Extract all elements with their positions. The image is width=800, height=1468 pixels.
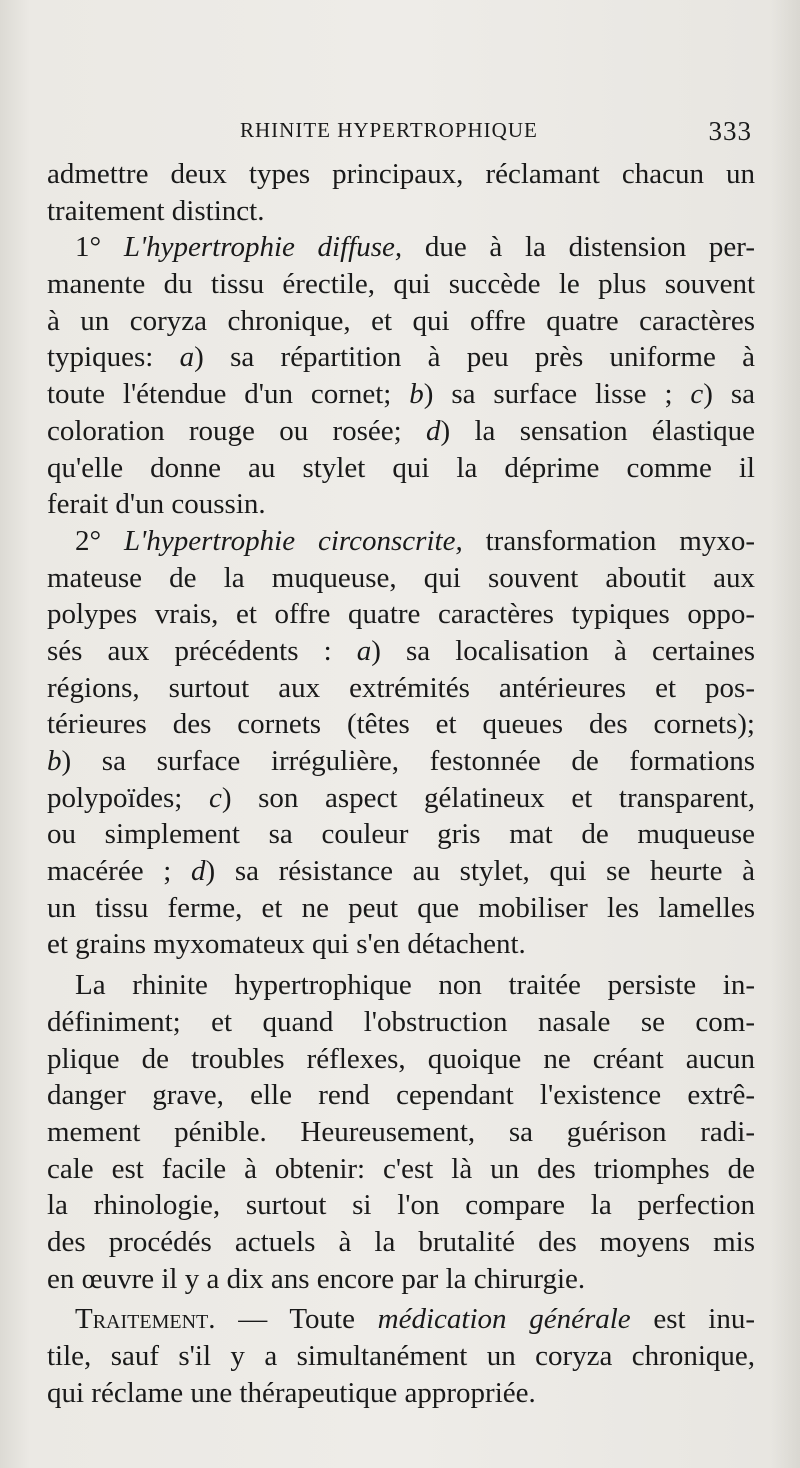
item-letter: a — [179, 341, 195, 374]
text-span: transformation myxo- — [485, 524, 755, 557]
italic-term: L'hypertrophie circonscrite, — [124, 524, 463, 557]
text-line: en œuvre il y a dix ans encore par la chirurgie. — [47, 1262, 586, 1295]
text-span — [426, 415, 755, 447]
text-line — [47, 376, 755, 413]
item-letter: c — [208, 781, 222, 814]
paragraph-heading-line — [47, 229, 755, 266]
text-line — [47, 853, 755, 890]
text-line: danger grave, elle rend cependant l'existence extrê- — [47, 1079, 755, 1112]
text-line — [47, 743, 755, 780]
text-span: due à la distension per- — [424, 231, 756, 264]
text-line: cale est facile à obtenir: c'est là un des triomphes de — [47, 1152, 755, 1185]
text-span: ) sa surface irrégulière, festonnée de formations — [61, 745, 755, 777]
text-span: coloration rouge ou rosée; — [47, 414, 402, 447]
page-body — [47, 156, 755, 1411]
text-line: définiment; et quand l'obstruction nasale se com- — [47, 1005, 755, 1038]
text-span: ) son aspect gélatineux et transparent, — [221, 781, 756, 814]
text-line: qui réclame une thérapeutique appropriée. — [47, 1376, 536, 1409]
text-span — [357, 635, 755, 667]
text-span: typiques: — [47, 341, 154, 374]
text-line — [47, 339, 755, 376]
text-span: ) sa — [703, 378, 756, 411]
running-head: RHINITE HYPERTROPHIQUE — [240, 118, 538, 142]
section-label: Traitement. — [75, 1303, 216, 1336]
text-line: mateuse de la muqueuse, qui souvent aboutit aux — [47, 561, 755, 594]
paragraph-heading-line — [47, 523, 755, 560]
text-span — [409, 378, 672, 410]
text-span: ) sa surface lisse ; — [423, 378, 673, 411]
italic-term: médication générale — [377, 1303, 631, 1336]
text-line: admettre deux types principaux, réclamant chacun un — [47, 158, 755, 190]
text-line: ferait d'un coussin. — [47, 488, 266, 521]
text-span: — Toute — [238, 1303, 355, 1336]
text-span — [180, 341, 755, 373]
text-span: macérée ; — [47, 855, 172, 888]
text-span: toute l'étendue d'un cornet; — [47, 378, 392, 411]
text-line: la rhinologie, surtout si l'on compare la perfection — [47, 1189, 755, 1222]
text-line: ou simplement sa couleur gris mat de muqueuse — [47, 818, 755, 851]
item-number: 2° — [75, 524, 102, 557]
text-span: sés aux précédents : — [47, 634, 332, 667]
item-letter: b — [409, 378, 424, 411]
text-span: ) la sensation élastique — [440, 414, 756, 447]
text-line: traitement distinct. — [47, 194, 265, 227]
text-span — [690, 378, 755, 410]
text-span — [191, 855, 755, 887]
text-line: un tissu ferme, et ne peut que mobiliser les lamelles — [47, 891, 755, 924]
text-line: à un coryza chronique, et qui offre quatre caractères — [47, 304, 755, 337]
text-line: qu'elle donne au stylet qui la déprime comme il — [47, 451, 755, 484]
item-letter: a — [356, 634, 372, 667]
text-line: plique de troubles réflexes, quoique ne créant aucun — [47, 1042, 755, 1075]
paragraph-heading-line — [47, 1301, 755, 1338]
text-line: des procédés actuels à la brutalité des moyens mis — [47, 1225, 755, 1258]
text-line: et grains myxomateux qui s'en détachent. — [47, 928, 526, 961]
text-span — [209, 782, 755, 814]
text-line — [47, 413, 755, 450]
text-span: est inu- — [653, 1303, 755, 1336]
item-letter: d — [190, 855, 206, 888]
text-line — [47, 633, 755, 670]
item-letter: d — [426, 414, 441, 447]
item-letter: c — [690, 378, 704, 411]
italic-term: L'hypertrophie diffuse, — [123, 231, 403, 264]
text-line: térieures des cornets (têtes et queues des cornets); — [47, 708, 755, 741]
text-span: ) sa répartition à peu près uniforme à — [194, 341, 755, 374]
text-line: manente du tissu érectile, qui succède le plus souvent — [47, 268, 755, 301]
page-header — [0, 116, 800, 152]
text-line: tile, sauf s'il y a simultanément un coryza chronique, — [47, 1340, 755, 1372]
item-number: 1° — [75, 231, 102, 264]
text-line: polypes vrais, et offre quatre caractères typiques oppo- — [47, 598, 755, 631]
text-span: ) sa résistance au stylet, qui se heurte à — [205, 855, 755, 888]
text-line: La rhinite hypertrophique non traitée persiste in- — [75, 969, 755, 1002]
text-span: polypoïdes; — [47, 781, 183, 814]
page-number: 333 — [708, 116, 752, 146]
text-span: ) sa localisation à certaines — [371, 634, 756, 667]
item-letter: b — [47, 745, 62, 777]
text-line: régions, surtout aux extrémités antérieures et pos- — [47, 671, 755, 704]
text-line: mement pénible. Heureusement, sa guérison radi- — [47, 1115, 755, 1148]
text-line — [47, 780, 755, 817]
